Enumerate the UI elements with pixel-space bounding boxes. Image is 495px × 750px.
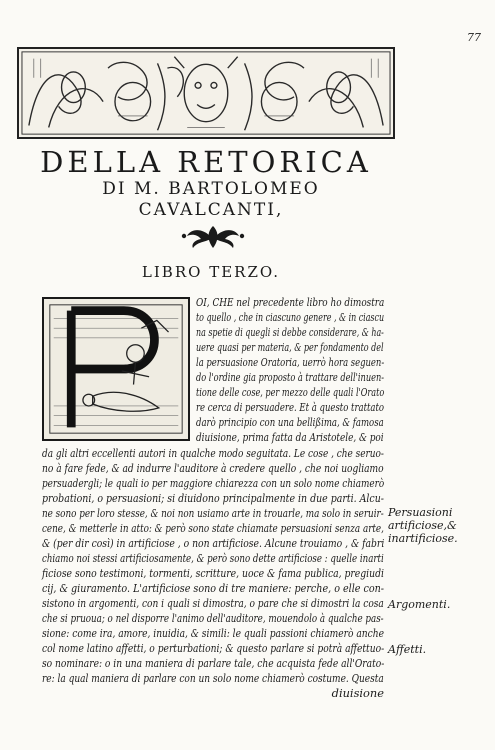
body-text-line: darò principio con una bellißima, & famosa xyxy=(196,415,384,429)
body-text-line: diuisione, prima fatta da Aristotele, & poi xyxy=(196,430,384,444)
body-text-line: la persuasione Oratoria, uerrò hora seguen- xyxy=(196,355,385,369)
body-text-line: re cerca di persuadere. Et à questo trattato xyxy=(196,400,385,414)
title-line-2: DI M. BARTOLOMEO xyxy=(102,179,320,199)
book-title: LIBRO TERZO. xyxy=(141,263,281,281)
body-text-line: re: la qual maniera di parlare con un solo nome chiamerò costume. Questa xyxy=(42,671,384,685)
catchword: diuisione xyxy=(331,686,384,700)
body-text-line: ficiose sono testimoni, tormenti, scritture, uoce & fama publica, pregiudi xyxy=(42,566,384,580)
body-text-line: chiamo noi stessi artificiosamente, & però sono dette artificiose : quelle inarti xyxy=(42,551,384,565)
body-text-line: probationi, o persuasioni; si diuidono principalmente in due parti. Alcu- xyxy=(42,491,384,505)
margin-note: inartificiose. xyxy=(388,532,458,545)
title-line-3: CAVALCANTI, xyxy=(138,200,284,220)
body-text-line: sistono in argomenti, con i quali si dimostra, o pare che si dimostri la cosa xyxy=(42,596,384,610)
body-text-line: cene, & metterle in atto: & però sono state chiamate persuasioni senza arte, xyxy=(42,521,384,535)
body-text-line: da gli altri eccellenti autori in qualche modo seguitata. Le cose , che seruo- xyxy=(42,446,384,460)
body-text-line: no à fare fede, & ad indurre l'auditore à credere quello , che noi uogliamo xyxy=(42,461,384,475)
body-text-line: na spetie di quegli si debbe considerare, & ha- xyxy=(196,325,384,339)
decorative-headpiece-woodcut xyxy=(17,47,395,139)
body-text-line: ne sono per loro stesse, & noi non usiamo arte in trouarle, ma solo in seruir- xyxy=(42,506,384,520)
body-text-line: & (per dir così) in artificiose , o non artificiose. Alcune trouiamo , & fabri xyxy=(42,536,385,550)
margin-note: Affetti. xyxy=(388,643,427,656)
body-text-line: col nome latino affetti, o perturbationi; & questo parlare si potrà affettuo- xyxy=(42,641,385,655)
body-text-line: sione: come ira, amore, inuidia, & simili: le quali passioni chiamerò anche xyxy=(42,626,385,640)
fleuron-ornament xyxy=(181,222,245,252)
body-text-line: to quello , che in ciascuno genere , & in ciascu xyxy=(196,310,385,324)
margin-note: Persuasioni xyxy=(388,506,453,519)
title-line-1: DELLA RETORICA xyxy=(40,145,372,179)
page-number: 77 xyxy=(467,31,481,44)
margin-note: artificiose,& xyxy=(388,519,457,532)
body-text-line: persuadergli; le quali io per maggiore chiarezza con un solo nome chiamerò xyxy=(42,476,385,490)
body-text-line: uere quasi per materia, & per fondamento del xyxy=(196,340,384,354)
body-text-line: che si pruoua; o nel disporre l'animo dell'auditore, mouendolo à qualche pas- xyxy=(42,611,384,625)
body-text-line: cij, & giuramento. L'artificiose sono di tre maniere: perche, o elle con- xyxy=(42,581,384,595)
body-text-line: do l'ordine gia proposto à trattare dell'inuen- xyxy=(196,370,385,384)
body-text-line: tione delle cose, per mezzo delle quali l'Orato xyxy=(196,385,385,399)
historiated-initial-p-woodcut xyxy=(42,297,190,441)
body-text-line: so nominare: o in una maniera di parlare tale, che acquista fede all'Orato- xyxy=(42,656,385,670)
margin-note: Argomenti. xyxy=(388,598,451,611)
body-text-line: OI, CHE nel precedente libro ho dimostra xyxy=(196,295,385,309)
